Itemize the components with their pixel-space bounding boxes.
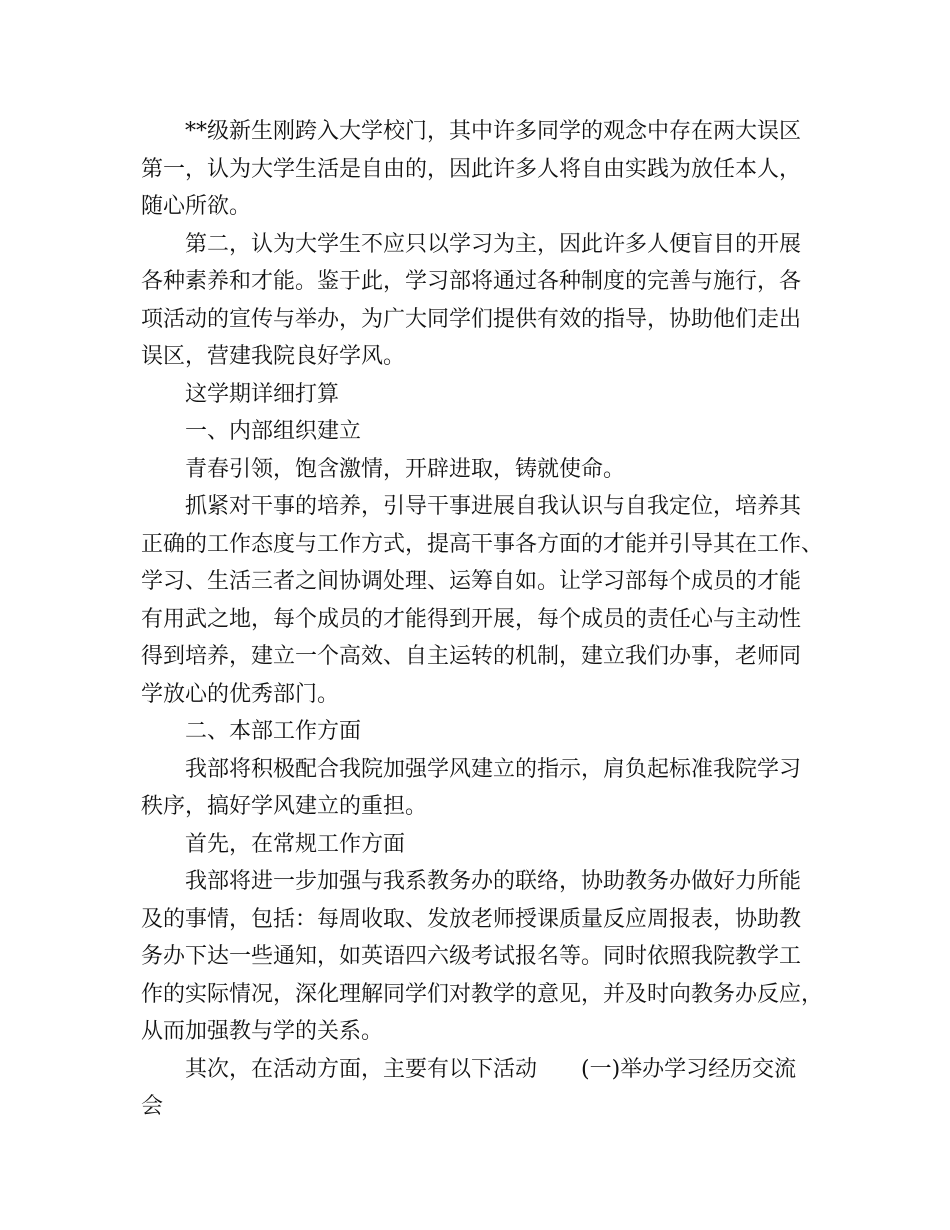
paragraph-line: 我部将积极配合我院加强学风建立的指示，肩负起标准我院学习 — [185, 756, 802, 782]
paragraph-line: 项活动的宣传与举办，为广大同学们提供有效的指导，协助他们走出 — [141, 306, 802, 332]
document-body — [141, 113, 831, 1126]
paragraph-line: 各种素养和才能。鉴于此，学习部将通过各种制度的完善与施行，各 — [141, 269, 802, 294]
paragraph-line: 会 — [141, 1094, 164, 1119]
section-heading: 一、内部组织建立 — [185, 419, 362, 444]
paragraph-line: 随心所欲。 — [141, 194, 252, 219]
paragraph-line: 正确的工作态度与工作方式，提高干事各方面的才能并引导其在工作、 — [141, 531, 824, 557]
section-heading: 这学期详细打算 — [185, 381, 340, 407]
paragraph-line: 及的事情，包括：每周收取、发放老师授课质量反应周报表，协助教 — [141, 906, 802, 932]
paragraph-line: 抓紧对干事的培养，引导干事进展自我认识与自我定位，培养其 — [185, 494, 802, 519]
paragraph-line: **级新生刚跨入大学校门，其中许多同学的观念中存在两大误区 — [185, 119, 802, 144]
paragraph-line: 第二，认为大学生不应只以学习为主，因此许多人便盲目的开展 — [185, 231, 802, 257]
paragraph-line: 从而加强教与学的关系。 — [141, 1019, 384, 1044]
paragraph-line — [141, 1051, 831, 1089]
paragraph-line: 秩序，搞好学风建立的重担。 — [141, 794, 428, 819]
paragraph-line: 我部将进一步加强与我系教务办的联络，协助教务办做好力所能 — [185, 869, 802, 894]
paragraph-line: 学放心的优秀部门。 — [141, 681, 340, 707]
activities-intro: 其次，在活动方面，主要有以下活动 — [185, 1056, 538, 1082]
paragraph-line: 学习、生活三者之间协调处理、运筹自如。让学习部每个成员的才能 — [141, 569, 802, 594]
paragraph-line: 有用武之地，每个成员的才能得到开展，每个成员的责任心与主动性 — [141, 606, 802, 632]
section-heading: 二、本部工作方面 — [185, 719, 362, 744]
subsection-heading: 首先，在常规工作方面 — [185, 831, 406, 857]
paragraph-line: 作的实际情况，深化理解同学们对教学的意见，并及时向教务办反应， — [141, 981, 824, 1007]
paragraph-line: 青春引领，饱含激情，开辟进取，铸就使命。 — [185, 456, 626, 482]
paragraph-line: 第一，认为大学生活是自由的，因此许多人将自由实践为放任本人， — [141, 156, 802, 182]
paragraph-line: 得到培养，建立一个高效、自主运转的机制，建立我们办事，老师同 — [141, 644, 802, 669]
paragraph-line: 务办下达一些通知，如英语四六级考试报名等。同时依照我院教学工 — [141, 944, 802, 969]
paragraph-line: 误区，营建我院良好学风。 — [141, 344, 406, 369]
activity-item: (一)举办学习经历交流 — [581, 1056, 797, 1082]
